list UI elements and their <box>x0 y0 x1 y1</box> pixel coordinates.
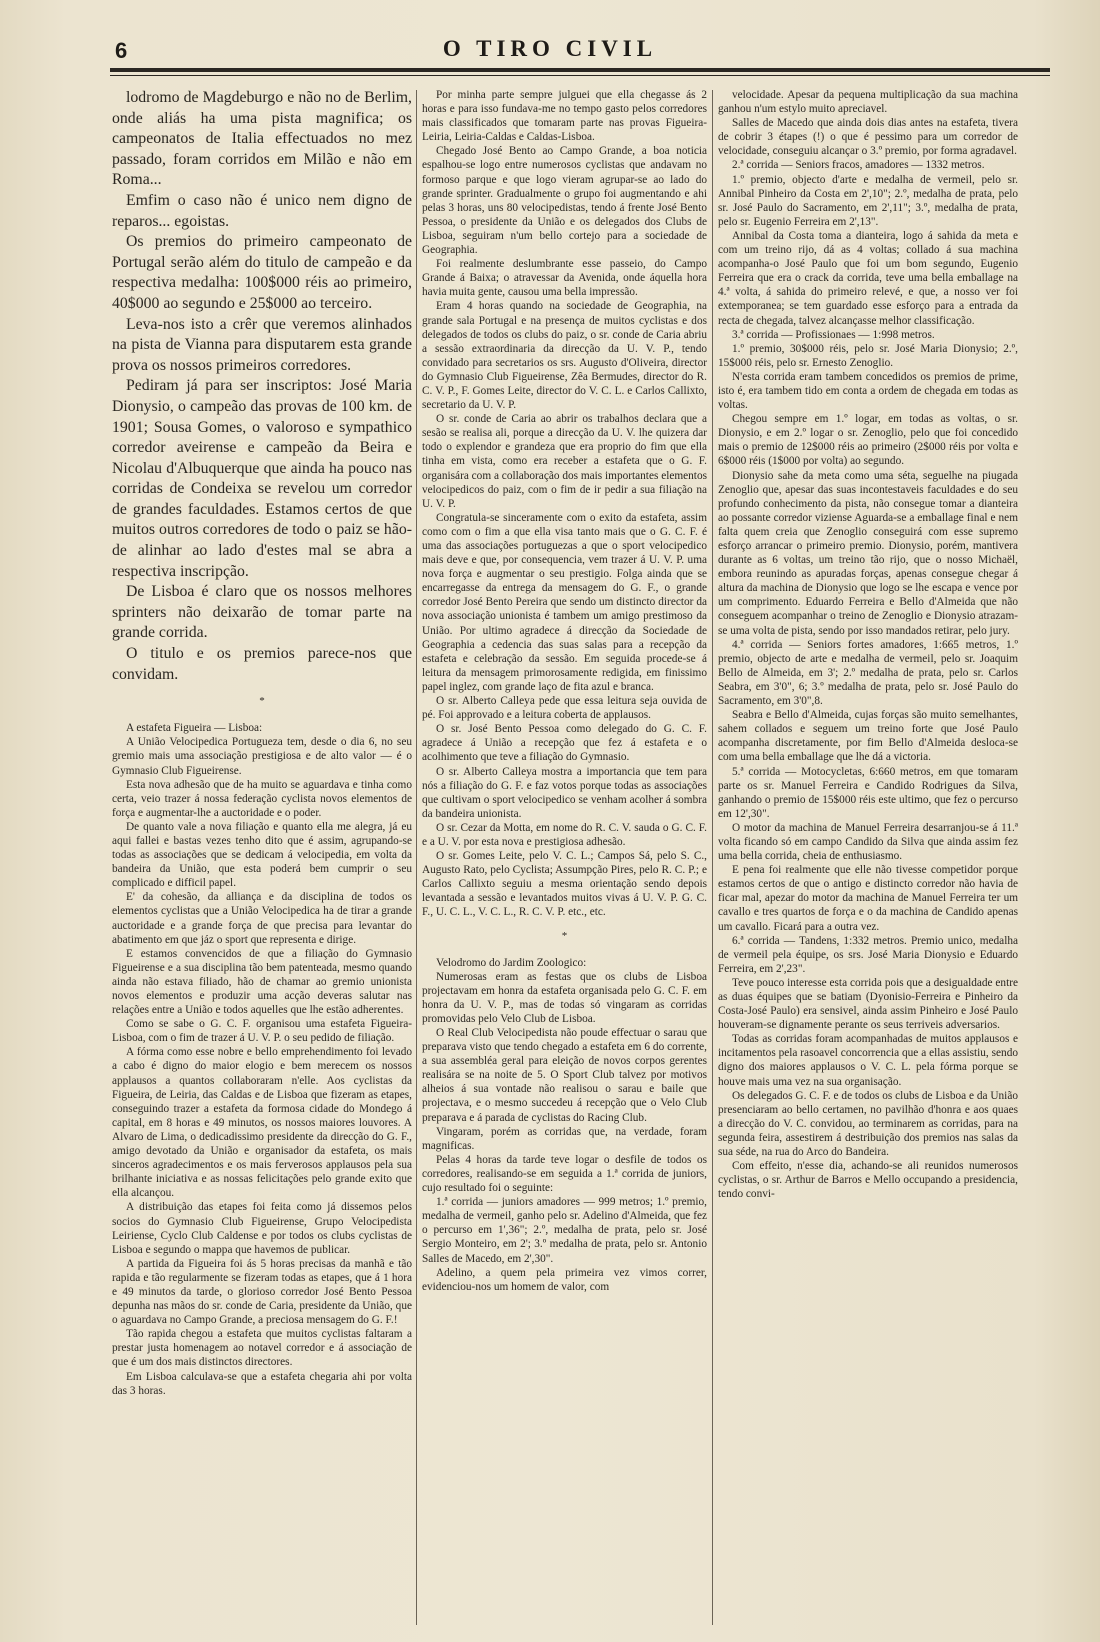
paragraph: O sr. Cezar da Motta, em nome do R. C. V. sauda o G. C. F. e a U. V. por esta nova e prestigiosa adhesão. <box>422 821 707 848</box>
paragraph: O sr. Gomes Leite, pelo V. C. L.; Campos Sá, pelo S. C., Augusto Rato, pelo Cyclista; Assumpção Pires, pelo R. C. P.; e Carlos Callixto seguiu a mesma orientação sendo depois levantada a sessão e levantados muitos vivas á U. V. P. G. C. F., U. C. L., V. C. L., R. C. V. P. etc., etc. <box>422 850 707 919</box>
paragraph: Leva-nos isto a crêr que veremos alinhados na pista de Vianna para disputarem esta grande prova os nossos primeiros corredores. <box>112 315 412 374</box>
paragraph: A fórma como esse nobre e bello emprehendimento foi levado a cabo é digno do maior elogio e bem merecem os nossos applausos a quantos collaboraram n'elle. Aos cyclistas da Figueira, de Leiria, das Caldas e de Lisboa que fizeram as etapes, conseguindo trazer a estafeta da formosa cidade do Mondego á capital, em 8 horas e 49 minutos, os nossos maiores louvores. A Alvaro de Lima, o dedicadissimo presidente da direcção do G. F., amigo devotado da União e organisador da estafeta, os mais sinceros agradecimentos e os mais ferverosos applausos pela sua brilhante iniciativa e as nossas felicitações pelo grande exito que ella alcançou. <box>112 1046 412 1200</box>
column-divider <box>712 90 713 1625</box>
masthead-title: O TIRO CIVIL <box>442 36 658 61</box>
paragraph: O sr. conde de Caria ao abrir os trabalhos declara que a sesão se realisa ali, porque a direcção da U. V. lhe quizera dar todo o explendor e grandeza que era proprio do fim que ella tinha em vista, como era receber a estafeta que o G. F. organisára com a collaboração dos mais importantes elementos velocipedicos do paiz, com o fim de ir pedir a sua filiação na U. V. P. <box>422 413 707 510</box>
paragraph: 5.ª corrida — Motocycletas, 6:660 metros, em que tomaram parte os sr. Manuel Ferreira e Candido Rodrigues da Silva, ganhando o premio de 15$000 réis este ultimo, que fez o percurso em 12',30". <box>718 765 1018 820</box>
paragraph: Congratula-se sinceramente com o exito da estafeta, assim como com o fim a que ella visa tanto mais que o G. C. F. é uma das associações portuguezas a que o sport velocipedico mais deve e que, por consequencia, vem trazer á U. V. P. uma nova força e augmentar o seu prestigio. Folga ainda que se encarregasse da entrega da mensagem do G. F., o grande corredor José Bento Pereira que sendo um distincto director da nova associação unionista é tambem um amigo prestimoso da União. Por ultimo agradece á direcção da Sociedade de Geographia a cedencia das suas salas para a recepção da estafeta e celebração da sessão. Em seguida procede-se á leitura da mensagem primorosamente redigida, em finissimo papel inglez, com grande laço de fita azul e branca. <box>422 511 707 693</box>
article-estafeta <box>112 721 412 1398</box>
paragraph: Emfim o caso não é unico nem digno de reparos... egoistas. <box>112 191 412 230</box>
paragraph: 3.ª corrida — Profissionaes — 1:998 metros. <box>732 328 935 341</box>
paragraph: A partida da Figueira foi ás 5 horas precisas da manhã e tão rapida e tão regularmente se fizeram todas as etapes, que á 1 hora e 49 minutos da tarde, o glorioso corredor José Bento Pessoa depunha nas mãos do sr. conde de Caria, presidente da União, que o aguardava no Campo Grande, a preciosa mensagem do G. F.! <box>112 1257 412 1327</box>
paragraph: Eram 4 horas quando na sociedade de Geographia, na grande sala Portugal e na presença de muitos cyclistas e dos delegados de todos os clubs do paiz, o sr. conde de Caria abriu a sessão extraordinaria da direcção da U. V. P., tendo convidado para secretarios os srs. Augusto d'Oliveira, director do Gymnasio Club Figueirense, Zêa Bermudes, director do R. C. V. P., F. Gomes Leite, director do V. C. L. e Carlos Callixto, secretario da U. V. P. <box>422 300 707 412</box>
column-divider <box>416 90 417 1625</box>
paragraph: Por minha parte sempre julguei que ella chegasse ás 2 horas e para isso fundava-me no tempo gasto pelos corredores mais classificados que tomaram parte nas provas Figueira-Leiria, Leiria-Caldas e Caldas-Lisboa. <box>422 89 707 144</box>
paragraph: lodromo de Magdeburgo e não no de Berlim, onde aliás ha uma pista magnifica; os campeonatos de Italia effectuados no mez passado, foram corridos em Milão e não em Roma... <box>112 89 412 189</box>
paragraph: Em Lisboa calculava-se que a estafeta chegaria ahi por volta das 3 horas. <box>112 1370 412 1397</box>
paragraph: Com effeito, n'esse dia, achando-se ali reunidos numerosos cyclistas, o sr. Arthur de Barros e Mello occupando a presidencia, tendo convi- <box>718 1160 1018 1201</box>
paragraph: 2.ª corrida — Seniors fracos, amadores — 1332 metros. <box>732 159 985 172</box>
paragraph: Os premios do primeiro campeonato de Portugal serão além do titulo de campeão e da respectiva medalha: 100$000 réis ao primeiro, 40$000 ao segundo e 25$000 ao terceiro. <box>112 233 412 312</box>
column-1 <box>112 88 412 1628</box>
column-3 <box>718 88 1018 1628</box>
article-campeonato <box>112 88 412 685</box>
paragraph: O sr. Alberto Calleya pede que essa leitura seja ouvida de pé. Foi approvado e a leitura coberta de applausos. <box>422 695 707 722</box>
paragraph: Pediram já para ser inscriptos: José Maria Dionysio, o campeão das provas de 100 km. de 1901; Sousa Gomes, o valoroso e sympathico corredor aveirense e campeão da Beira e Nicolau d'Albuquerque que ainda ha pouco nas corridas de Condeixa se revelou um corredor de grandes faculdades. Estamos certos de que muitos outros corredores de todo o paiz se hão-de alinhar ao lado d'estes mal se abra a respectiva inscripção. <box>112 377 412 580</box>
paragraph: Salles de Macedo que ainda dois dias antes na estafeta, tivera de cobrir 3 étapes (!) o que é pessimo para um corredor de velocidade, conseguiu alcançar o 3.º premio, por forma agradavel. <box>718 117 1018 158</box>
header-rule <box>110 68 1050 72</box>
header-rule-thin <box>110 75 1050 76</box>
paragraph: Os delegados G. C. F. e de todos os clubs de Lisboa e da União presenciaram ao bello certamen, no pavilhão d'honra e aos quaes a direcção do V. C. convidou, ao terminarem as corridas, para na segunda feira, assestirem á destribuição dos premios nas salas da sua séde, na rua do Arco do Bandeira. <box>718 1089 1018 1159</box>
paragraph: Todas as corridas foram acompanhadas de muitos applausos e incitamentos pela rasoavel concorrencia que a ellas assistiu, sendo digno dos maiores applausos o V. C. L. pela fórma porque se houve mais uma vez na sua organisação. <box>718 1033 1018 1088</box>
paragraph: 6.ª corrida — Tandens, 1:332 metros. Premio unico, medalha de vermeil pela équipe, os srs. José Maria Dionysio e Eduardo Ferreira, em 2',23". <box>718 934 1018 975</box>
paragraph: Pelas 4 horas da tarde teve logar o desfile de todos os corredores, realisando-se em seguida a 1.ª corrida de juniors, cujo resultado foi o seguinte: <box>422 1153 707 1195</box>
paragraph: Teve pouco interesse esta corrida pois que a desigualdade entre as duas équipes que se batiam (Dyonisio-Ferreira e Pinheiro da Costa-José Paulo) era sensivel, ainda assim Pinheiro e José Paulo houveram-se dignamente perante os seus terriveis adversarios. <box>718 976 1018 1032</box>
paragraph: O sr. José Bento Pessoa como delegado do G. C. F. agradece á União a recepção que fez á estafeta e o acolhimento que teve a filiação do Gymnasio. <box>422 723 707 764</box>
paragraph: De Lisboa é claro que os nossos melhores sprinters não deixarão de tomar parte na grande corrida. <box>112 583 412 642</box>
column-2 <box>422 88 707 1628</box>
paragraph: O Real Club Velocipedista não poude effectuar o sarau que preparava visto que tendo chegado a estafeta em 6 do corrente, a sua assembléa geral para eleição de novos corpos gerentes realisára se na noite de 5. O Sport Club talvez por motivos alheios á sua vontade não realisou o sarau e baile que projectava, e o mesmo succedeu á recepção que o Velo Club preparava e á parada de cyclistas do Racing Club. <box>422 1027 707 1124</box>
paragraph: velocidade. Apesar da pequena multiplicação da sua machina ganhou n'um estylo muito apreciavel. <box>718 89 1018 116</box>
paragraph: Chegou sempre em 1.º logar, em todas as voltas, o sr. Dionysio, e em 2.º logar o sr. Zenoglio, pelo que foi concedido mais o premio de 12$000 réis ao primeiro (2$000 réis por volta e 6$000 réis (1$000 por volta) ao segundo. <box>718 413 1018 468</box>
paragraph: E pena foi realmente que elle não tivesse competidor porque estamos certos de que o antigo e distincto corredor não havia de ficar mal, apezar do motor da machina de Manuel Ferreira ter um cavallo e tres quartos de força e o da machina de Candido apenas um cavallo. Ficará para a outra vez. <box>718 864 1018 933</box>
paragraph: 1.º premio, 30$000 réis, pelo sr. José Maria Dionysio; 2.º, 15$000 réis, pelo sr. Ernesto Zenoglio. <box>718 342 1018 369</box>
paragraph: E' da cohesão, da alliança e da disciplina de todos os elementos cyclistas que a União Velocipedica ha de tirar a grande auctoridade e a grande força de que precisa para levantar do abatimento em que jáz o sport que representa e dirige. <box>112 891 412 946</box>
paragraph: Esta nova adhesão que de ha muito se aguardava e tinha como certa, veio trazer á nossa federação cyclista novos elementos de força e augmentar-lhe a auctoridade e o poder. <box>112 778 412 819</box>
section-heading: Velodromo do Jardim Zoologico: <box>436 956 587 969</box>
paragraph: Chegado José Bento ao Campo Grande, a boa noticia espalhou-se logo entre numerosos cyclistas que andavam no formoso parque e que logo vieram agrupar-se ao lado do grande sprinter. Gradualmente o grupo foi augmentando e ahi pelas 3 horas, uns 80 velocipedistas, tendo á frente José Bento Pessoa, o presidente da União e os delegados dos Clubs de Lisboa, seguiram n'um bello cortejo para a sociedade de Geographia. <box>422 145 707 257</box>
section-separator: * <box>259 695 265 708</box>
paragraph: De quanto vale a nova filiação e quanto ella me alegra, já eu aqui fallei e bastas vezes tenho dito que é assim, agrupando-se todas as associações que se dedicam á velocipedia, em volta da bandeira da União, que esta poderá bem cumprir o seu complicado e difficil papel. <box>112 820 412 890</box>
paragraph: O titulo e os premios parece-nos que convidam. <box>112 645 412 683</box>
paragraph: Seabra e Bello d'Almeida, cujas forças são muito semelhantes, sahem collados e seguem um treino forte que José Paulo acompanha discretamente, por fim Bello d'Almeida desloca-se com uma bella emballage que lhe dá a victoria. <box>718 709 1018 764</box>
paragraph: Dionysio sahe da meta como uma séta, seguelhe na piugada Zenoglio que, apesar das suas incontestaveis faculdades e do seu profundo conhecimento da pista, não consegue tomar a dianteira ao possante corredor viziense Aguarda-se a emballage final e nem falta quem creia que Zenoglio conseguirá com esse supremo esforço arrancar o primeiro premio. Dionysio, porém, mantivera durante as 6 voltas, um treino tão rijo, que o nosso Michaël, embora reunindo as apuradas forças, apenas consegue chegar á altura da machina de Dionysio que logo se lhe escapa e vence por um comprimento. Eduardo Ferreira e Bello d'Almeida que não conseguem acompanhar o treino de Zenoglio e Dionysio atrazam-se uma volta de pista, sendo por isso mandados retirar, pelo jury. <box>718 469 1018 637</box>
paragraph: Foi realmente deslumbrante esse passeio, do Campo Grande á Baixa; o atravessar da Avenida, onde áquella hora havia muita gente, causou uma bella impressão. <box>422 258 707 299</box>
paragraph: Numerosas eram as festas que os clubs de Lisboa projectavam em honra da estafeta organisada pelo G. C. F. em honra da U. V. P., mas de todas só vingaram as corridas promovidas pelo Velo Club de Lisboa. <box>422 970 707 1025</box>
paragraph: Annibal da Costa toma a dianteira, logo á sahida da meta e com um treino rijo, dá as 4 voltas; collado á sua machina acompanha-o José Paulo que foi um bom segundo, Eugenio Ferreira que era o crack da corrida, teve uma bella emballage na 4.ª volta, á sahida do primeiro relevé, e que, a nosso ver foi extemporanea; se tem guardado esse esforço para a entrada da recta de chegada, talvez alcançasse melhor classificação. <box>718 229 1018 327</box>
paragraph: O motor da machina de Manuel Ferreira desarranjou-se á 11.ª volta ficando só em campo Candido da Silva que ainda assim fez uma bella corrida, cheia de enthusiasmo. <box>718 821 1018 863</box>
paragraph: Vingaram, porém as corridas que, na verdade, foram magnificas. <box>422 1125 707 1152</box>
paragraph: 4.ª corrida — Seniors fortes amadores, 1:665 metros, 1.º premio, objecto de arte e medalha de vermeil, pelo sr. Joaquim Bello de Almeida, em 3'; 2.º medalha de prata, pelo sr. Carlos Seabra, em 3'0", 6; 3.º medalha de prata, pelo sr. José Paulo do Sacramento, em 3'0",8. <box>718 638 1018 708</box>
paragraph: 1.º premio, objecto d'arte e medalha de vermeil, pelo sr. Annibal Pinheiro da Costa em 2',10"; 2.º, medalha de prata, pelo sr. José Paulo do Sacramento, em 2',11"; 3.º, medalha de prata, pelo sr. Eugenio Ferreira em 2',13". <box>718 173 1018 228</box>
paragraph: Como se sabe o G. C. F. organisou uma estafeta Figueira-Lisboa, com o fim de trazer á U. V. P. o seu pedido de filiação. <box>112 1018 412 1045</box>
section-heading: A estafeta Figueira — Lisboa: <box>126 722 263 735</box>
paragraph: O sr. Alberto Calleya mostra a importancia que tem para nós a filiação do G. F. e faz votos porque todas as associações que cultivam o sport velocipedico se venham acolher á sombra da bandeira unionista. <box>422 765 707 820</box>
paragraph: A distribuição das etapes foi feita como já dissemos pelos socios do Gymnasio Club Figueirense, Grupo Velocipedista Leiriense, Cyclo Club Caldense e por todos os clubs cyclistas de Lisboa e segundo o mappa que havemos de publicar. <box>112 1201 412 1256</box>
paragraph: Adelino, a quem pela primeira vez vimos correr, evidenciou-nos um homem de valor, com <box>422 1266 707 1293</box>
paragraph: 1.ª corrida — juniors amadores — 999 metros; 1.º premio, medalha de vermeil, ganho pelo sr. Adelino d'Almeida, que fez o percurso em 1',36"; 2.º, medalha de prata, pelo sr. José Sergio Monteiro, em 2'; 3.º medalha de prata, pelo sr. Antonio Salles de Macedo, em 2',30". <box>422 1196 707 1265</box>
paragraph: A União Velocipedica Portugueza tem, desde o dia 6, no seu gremio mais uma associação prestigiosa e de alto valor — é o Gymnasio Club Figueirense. <box>112 736 412 777</box>
paragraph: E estamos convencidos de que a filiação do Gymnasio Figueirense e a sua disciplina tão bem patenteada, mesmo quando ainda não estava filiado, hão de chamar ao gremio unionista novos elementos e produzir uma acção deveras salutar nas relações entre a União e todos aquelles que lhe estão adherentes. <box>112 947 412 1017</box>
paragraph: Tão rapida chegou a estafeta que muitos cyclistas faltaram a prestar justa homenagem ao notavel corredor e á associação de que é um dos mais distinctos directores. <box>112 1328 412 1369</box>
section-separator: * <box>561 929 568 942</box>
paragraph: N'esta corrida eram tambem concedidos os premios de prime, isto é, era tambem tido em conta a ordem de chegada em todas as voltas. <box>718 370 1018 412</box>
page-number: 6 <box>115 38 128 63</box>
